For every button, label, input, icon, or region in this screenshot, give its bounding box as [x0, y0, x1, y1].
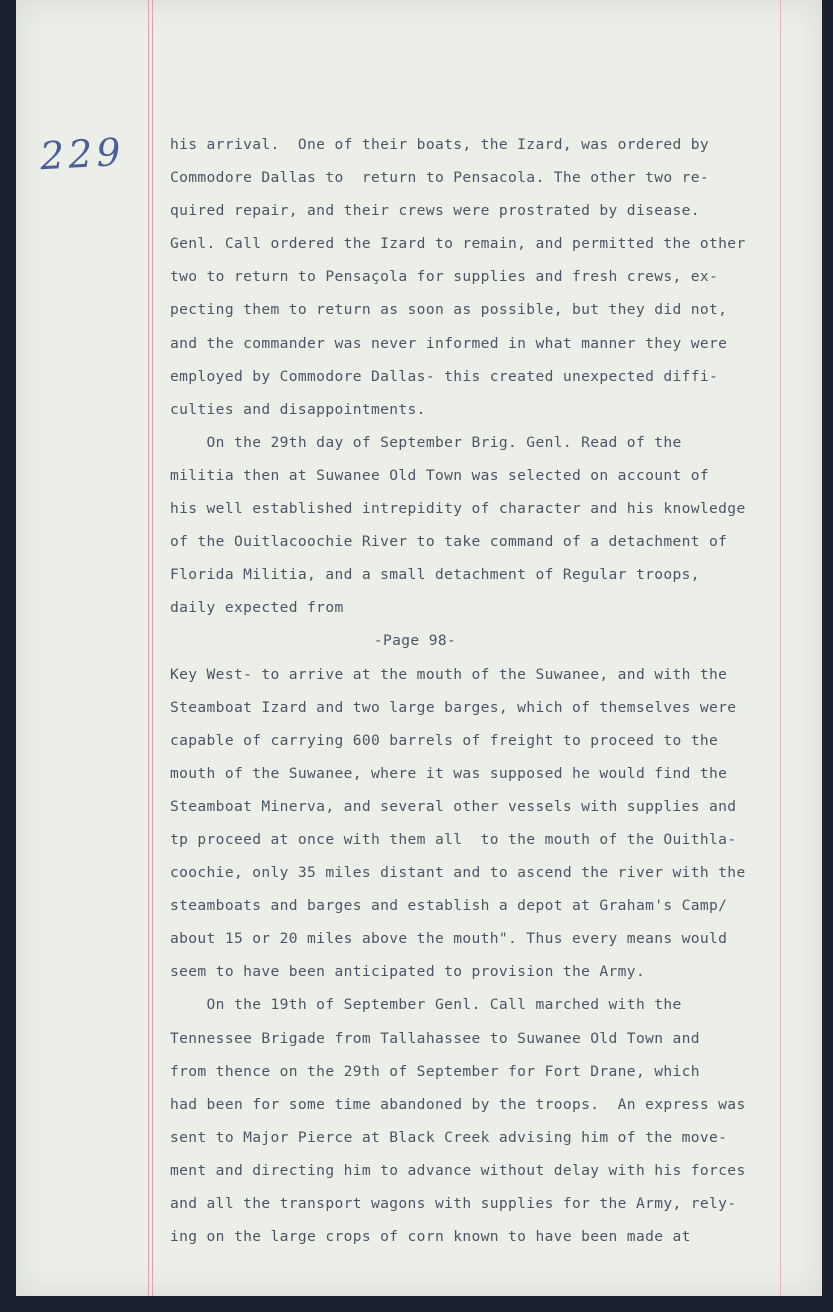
text-line: militia then at Suwanee Old Town was selected on account of — [170, 466, 710, 484]
typed-text-body — [170, 132, 810, 1257]
text-line: culties and disappointments. — [170, 400, 426, 418]
text-line: mouth of the Suwanee, where it was supposed he would find the — [170, 764, 728, 782]
text-line: quired repair, and their crews were prostrated by disease. — [170, 202, 700, 220]
text-line: his well established intrepidity of character and his knowledge — [170, 500, 746, 518]
text-line: Steamboat Minerva, and several other vessels with supplies and — [170, 797, 737, 815]
text-line: pecting them to return as soon as possible, but they did not, — [170, 301, 728, 319]
text-line: Key West- to arrive at the mouth of the Suwanee, and with the — [170, 665, 728, 683]
text-line: ment and directing him to advance without delay with his forces — [170, 1161, 746, 1179]
text-line: had been for some time abandoned by the troops. An express was — [170, 1095, 746, 1113]
left-margin-rule-inner — [152, 0, 153, 1296]
text-line: tp proceed at once with them all to the mouth of the Ouithla- — [170, 830, 737, 848]
text-line: and the commander was never informed in what manner they were — [170, 334, 728, 352]
text-line: On the 29th day of September Brig. Genl. Read of the — [170, 433, 682, 451]
text-line: steamboats and barges and establish a depot at Graham's Camp/ — [170, 897, 728, 915]
text-line: capable of carrying 600 barrels of freight to proceed to the — [170, 731, 719, 749]
text-line: and all the transport wagons with supplies for the Army, rely- — [170, 1195, 737, 1212]
text-line: from thence on the 29th of September for Fort Drane, which — [170, 1062, 700, 1080]
text-line: two to return to Pensaçola for supplies and fresh crews, ex- — [170, 268, 719, 286]
text-line: coochie, only 35 miles distant and to ascend the river with the — [170, 864, 746, 882]
text-line: On the 19th of September Genl. Call marched with the — [170, 996, 682, 1014]
text-line: Florida Militia, and a small detachment of Regular troops, — [170, 566, 700, 584]
text-line: employed by Commodore Dallas- this created unexpected diffi- — [170, 367, 719, 385]
text-line: about 15 or 20 miles above the mouth". Thus every means would — [170, 930, 728, 948]
left-margin-rule — [148, 0, 149, 1296]
text-line: Genl. Call ordered the Izard to remain, and permitted the other — [170, 235, 746, 253]
text-line: his arrival. One of their boats, the Izard, was ordered by — [170, 136, 710, 153]
text-line: of the Ouitlacoochie River to take command of a detachment of — [170, 533, 728, 551]
text-line: Commodore Dallas to return to Pensacola. The other two re- — [170, 169, 710, 187]
text-line: daily expected from — [170, 599, 344, 617]
text-line: seem to have been anticipated to provision the Army. — [170, 963, 646, 981]
text-line: Steamboat Izard and two large barges, which of themselves were — [170, 698, 737, 716]
text-line: Tennessee Brigade from Tallahassee to Suwanee Old Town and — [170, 1029, 700, 1047]
text-line: sent to Major Pierce at Black Creek advising him of the move- — [170, 1128, 728, 1146]
handwritten-page-number: 229 — [38, 129, 126, 179]
page-marker: -Page 98- — [373, 632, 457, 650]
text-line: ing on the large crops of corn known to have been made at — [170, 1228, 691, 1246]
